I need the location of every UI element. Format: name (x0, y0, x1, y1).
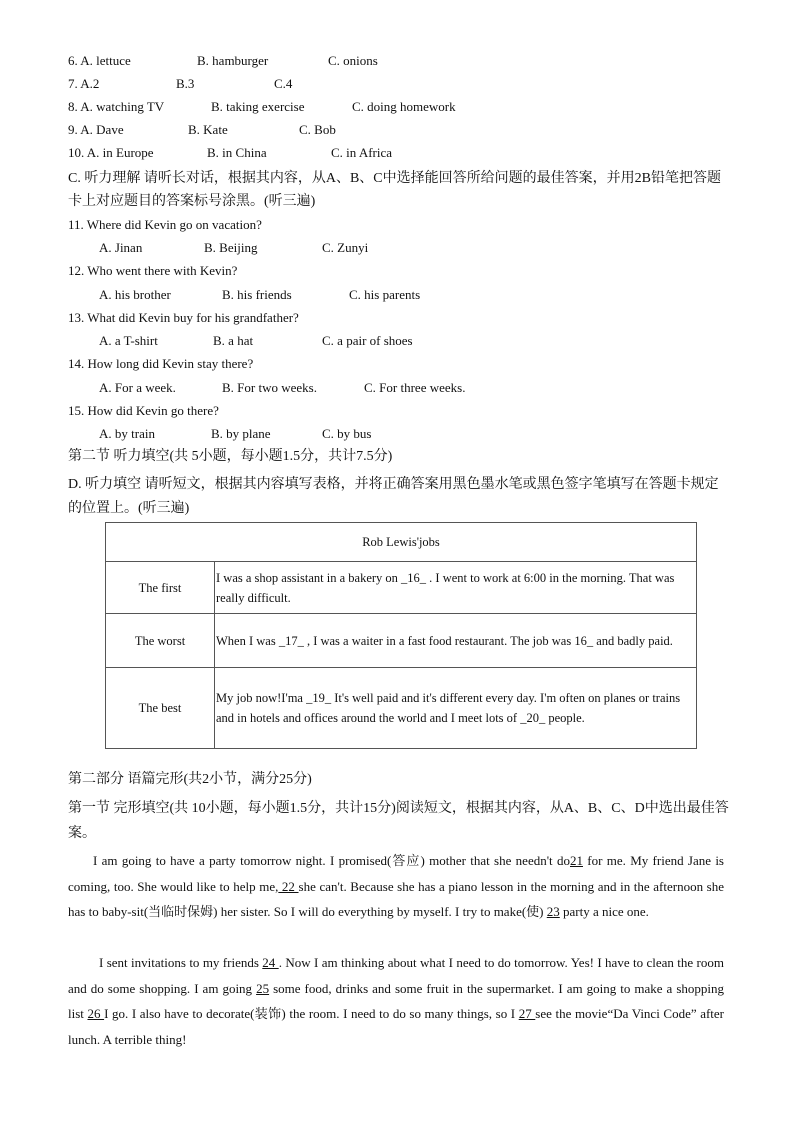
part-2-heading: 第二部分 语篇完形(共2小节，满分25分) (68, 772, 312, 787)
row-label-best: The best (106, 668, 215, 749)
blank-23: 23 (546, 904, 560, 919)
q6-option-b: B. hamburger (197, 53, 269, 68)
table-title: Rob Lewis'jobs (106, 523, 697, 562)
passage-text: I go. I also have to decorate(装饰) the room. I need to do so many things, so I (104, 1006, 519, 1021)
q9-option-b: B. Kate (188, 122, 228, 137)
section-c-instruction-line2: 卡上对应题目的答案标号涂黑。(听三遍) (68, 194, 316, 209)
table-row (106, 562, 697, 614)
q8-option-c: C. doing homework (352, 99, 456, 114)
passage-text: for me. My friend Jane is coming, too. She would like to help me, (68, 853, 724, 894)
section-d-instruction-line2: 的位置上。(听三遍) (68, 501, 190, 516)
q9-option-a: 9. A. Dave (68, 122, 124, 137)
blank-21: 21 (569, 853, 583, 868)
passage-text: I am going to have a party tomorrow night. I promised(答应) mother that she needn't do (93, 853, 570, 868)
blank-25: 25 (256, 980, 270, 996)
q14-option-a: A. For a week. (99, 380, 176, 395)
q10-option-b: B. in China (207, 145, 267, 160)
q12-option-b: B. his friends (222, 287, 292, 302)
row-label-worst: The worst (106, 614, 215, 668)
table-row (106, 668, 697, 749)
q8-option-a: 8. A. watching TV (68, 99, 165, 114)
part-2-section-1-line1: 第一节 完形填空(共 10小题，每小题1.5分，共计15分)阅读短文，根据其内容，从A、B、C、D中选出最佳答 (68, 801, 729, 816)
q8-option-b: B. taking exercise (211, 99, 305, 114)
q14-option-b: B. For two weeks. (222, 380, 317, 395)
q12-question: 12. Who went there with Kevin? (68, 263, 238, 278)
section-d-instruction-line1: D. 听力填空 请听短文，根据其内容填写表格，并将正确答案用黑色墨水笔或黑色签字笔填写在答题卡规定 (68, 477, 719, 492)
q12-option-a: A. his brother (99, 287, 171, 302)
q6-option-a: 6. A. lettuce (68, 53, 131, 68)
q9-option-c: C. Bob (299, 122, 336, 137)
q12-option-c: C. his parents (349, 287, 421, 302)
jobs-table (105, 522, 697, 749)
passage-text: . Now I am thinking about what I need to do tomorrow. Yes! I have to clean the room and do some shopping. I am going (68, 955, 724, 996)
q14-option-c: C. For three weeks. (364, 380, 466, 395)
q11-option-c: C. Zunyi (322, 240, 369, 255)
blank-22: 22 (278, 878, 299, 894)
table-title-row (106, 523, 697, 562)
q7-option-b: B.3 (176, 76, 195, 91)
q15-option-b: B. by plane (211, 426, 271, 441)
table-row (106, 614, 697, 668)
blank-24: 24 (262, 955, 279, 970)
q10-option-c: C. in Africa (331, 145, 393, 160)
q11-option-a: A. Jinan (99, 240, 143, 255)
row-text-first: I was a shop assistant in a bakery on _16_ . I went to work at 6:00 in the morning. That was really difficult. (215, 562, 697, 614)
passage-text: she can't. Because she has a piano lesson in the morning and in the afternoon she has to baby-sit(当临时保姆) her sister. So I will do everything by myself. I try to make(使) (68, 878, 724, 919)
passage-paragraph-1 (68, 848, 724, 925)
q13-question: 13. What did Kevin buy for his grandfather? (68, 310, 299, 325)
q11-question: 11. Where did Kevin go on vacation? (68, 217, 262, 232)
q11-option-b: B. Beijing (204, 240, 258, 255)
row-text-worst: When I was _17_ , I was a waiter in a fast food restaurant. The job was 16_ and badly paid. (215, 614, 697, 668)
passage-text: I sent invitations to my friends (99, 955, 263, 970)
blank-27: 27 (518, 1006, 536, 1021)
q14-question: 14. How long did Kevin stay there? (68, 356, 254, 371)
q15-question: 15. How did Kevin go there? (68, 403, 219, 418)
blank-26: 26 (87, 1006, 105, 1021)
part-2-section-1-line2: 案。 (68, 826, 96, 841)
q13-option-c: C. a pair of shoes (322, 333, 413, 348)
row-label-first: The first (106, 562, 215, 614)
passage-text: some food, drinks and some fruit in the supermarket. I am going to make a shopping list (68, 980, 724, 1021)
row-text-best: My job now!I'ma _19_ It's well paid and it's different every day. I'm often on planes or trains and in hotels and offices around the world and I meet lots of _20_ people. (215, 668, 697, 749)
passage-paragraph-2 (68, 950, 724, 1052)
q13-option-a: A. a T-shirt (99, 333, 158, 348)
q15-option-c: C. by bus (322, 426, 372, 441)
q7-option-a: 7. A.2 (68, 76, 100, 91)
passage-text: party a nice one. (559, 904, 649, 919)
section-c-instruction-line1: C. 听力理解 请听长对话，根据其内容，从A、B、C中选择能回答所给问题的最佳答案，并用2B铅笔把答题 (68, 171, 721, 186)
passage-text: see the movie“Da Vinci Code” after lunch. A terrible thing! (68, 1006, 725, 1047)
q6-option-c: C. onions (328, 53, 378, 68)
q13-option-b: B. a hat (213, 333, 254, 348)
q15-option-a: A. by train (99, 426, 155, 441)
q10-option-a: 10. A. in Europe (68, 145, 154, 160)
section-2-heading: 第二节 听力填空(共 5小题，每小题1.5分，共计7.5分) (68, 449, 393, 464)
q7-option-c: C.4 (274, 76, 293, 91)
